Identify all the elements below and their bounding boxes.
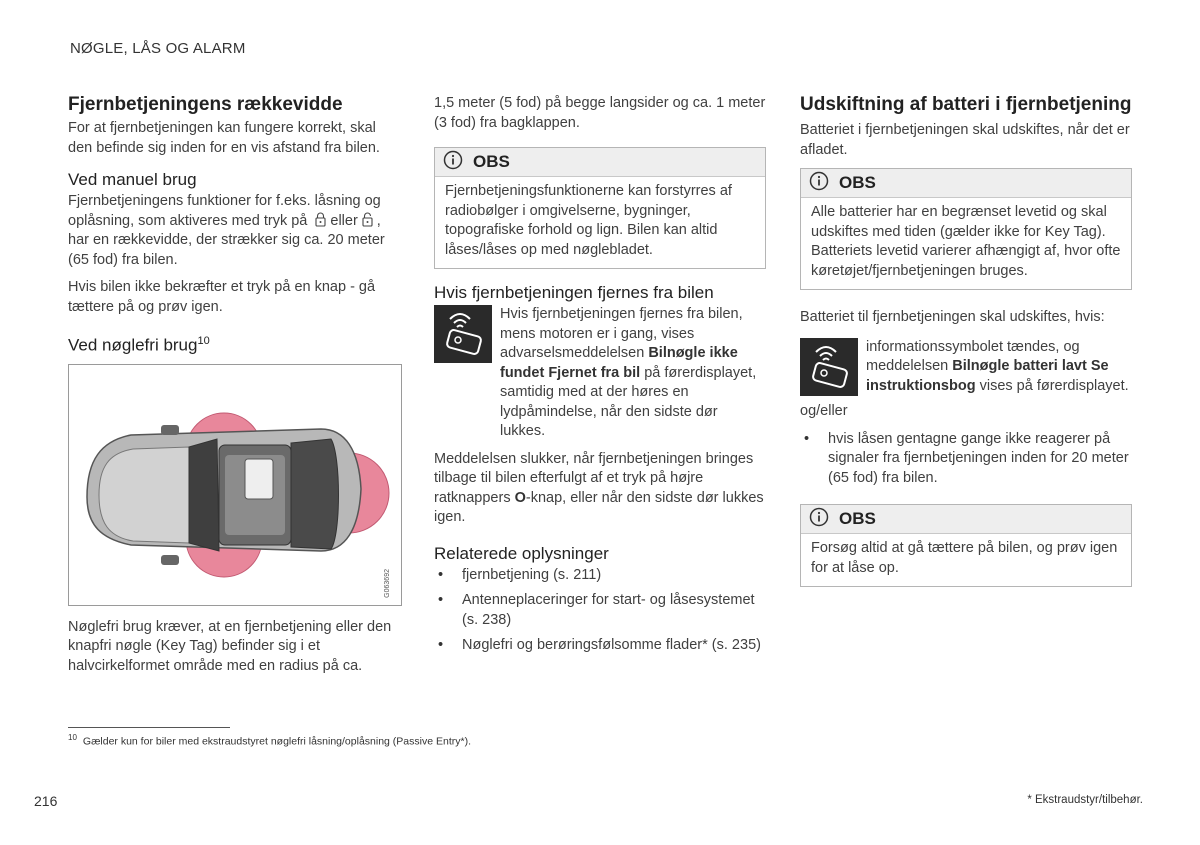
section-title-battery: Udskiftning af batteri i fjernbetjening (800, 94, 1132, 115)
key-fob-signal-icon (800, 338, 858, 396)
manual-use-retry-text: Hvis bilen ikke bekræfter et tryk på en knap - gå tættere på og prøv igen. (68, 279, 376, 315)
key-fob-signal-icon (434, 305, 492, 363)
obs-box-move-closer (800, 504, 1132, 587)
obs-box-battery-life (800, 168, 1132, 290)
car-body (87, 425, 361, 565)
range-distance-text: 1,5 meter (5 fod) på begge langsider og ca. 1 meter (3 fod) fra bagklappen. (434, 95, 766, 131)
remote-removed-text: Hvis fjernbetjeningen fjernes fra bilen, mens motoren er i gang, vises advarselsmeddelelsen Bilnøgle ikke fundet Fjernet fra bil på førerdisplayet, samtidig med at der høres en lydpåmindelse, når den sidste dør lukkes. (500, 306, 757, 439)
range-intro: For at fjernbetjeningen kan fungere korrekt, skal den befinde sig inden for en vis afstand fra bilen. (68, 120, 380, 156)
column-1 (68, 94, 400, 684)
battery-low-message-text: informationssymbolet tændes, og meddelelsen Bilnøgle batteri lavt Se instruktionsbog vises på førerdisplayet. (866, 338, 1129, 394)
footnote-divider (68, 727, 230, 728)
keyless-use-text: Nøglefri brug kræver, at en fjernbetjening eller den knapfri nøgle (Key Tag) befinder sig i et halvcirkelformet område med en radius på ca. (68, 618, 392, 674)
obs-header (801, 169, 1131, 198)
heading-related-info: Relaterede oplysninger (434, 543, 609, 563)
figure-code: G063692 (384, 568, 391, 598)
keyless-range-figure (68, 364, 402, 606)
obs-text: Fjernbetjeningsfunktionerne kan forstyrres af radiobølger i omgivelserne, bygninger, topografiske forhold og lign. Bilen kan altid låses/låses op med nøglebladet. (445, 183, 732, 258)
lock-open-icon (362, 212, 373, 227)
battery-intro: Batteriet i fjernbetjeningen skal udskiftes, når det er afladet. (800, 122, 1130, 158)
replace-when-text: Batteriet til fjernbetjeningen skal udskiftes, hvis: (800, 309, 1105, 325)
info-circle-icon (809, 507, 829, 532)
obs-header (435, 148, 765, 177)
related-link[interactable]: • Nøglefri og berøringsfølsomme flader* (s. 235) (434, 636, 766, 656)
obs-title: OBS (473, 152, 510, 171)
heading-keyless-use: Ved nøglefri brug$^{10}$ (68, 335, 210, 355)
manual-use-text: Fjernbetjeningens funktioner for f.eks. låsning og oplåsning, som aktiveres med tryk på eller , har en rækkevidde, der strækker sig ca. 20 meter (65 fod) fra bilen. (68, 193, 385, 268)
footnote: $^{10}$ Gælder kun for biler med ekstraudstyret nøglefri låsning/oplåsning (Passive Entry*). (68, 733, 471, 748)
heading-remote-removed: Hvis fjernbetjeningen fjernes fra bilen (434, 283, 714, 302)
obs-header (801, 505, 1131, 534)
list-item: • hvis låsen gentagne gange ikke reagerer på signaler fra fjernbetjeningen inden for 20 meter (65 fod) fra bilen. (800, 430, 1132, 489)
column-3 (800, 94, 1132, 601)
obs-box-interference (434, 147, 766, 269)
info-circle-icon (443, 150, 463, 175)
obs-text: Alle batterier har en begrænset levetid og skal udskiftes med tiden (gælder ikke for Key Tag). Batteriets levetid varierer afhængigt af, hvor ofte køretøjet/fjernbetjeningen bruges. (811, 204, 1121, 279)
column-2 (434, 94, 766, 662)
message-off-text: Meddelelsen slukker, når fjernbetjeningen bringes tilbage til bilen efterfulgt af et tryk på højre ratknappers O-knap, eller når den sidste dør lukkes igen. (434, 450, 764, 525)
obs-title: OBS (839, 173, 876, 192)
obs-title: OBS (839, 509, 876, 528)
page-number: 216 (34, 793, 58, 809)
and-or-text: og/eller (800, 403, 848, 419)
car-top-view-illustration (69, 365, 401, 605)
related-list (434, 566, 766, 656)
page-header: NØGLE, LÅS OG ALARM (70, 40, 246, 57)
related-link[interactable]: • fjernbetjening (s. 211) (434, 566, 766, 586)
section-title-range: Fjernbetjeningens rækkevidde (68, 94, 343, 115)
heading-manual-use: Ved manuel brug (68, 170, 197, 189)
related-link[interactable]: • Antenneplaceringer for start- og låsesystemet (s. 238) (434, 591, 766, 630)
accessory-note: * Ekstraudstyr/tilbehør. (1027, 794, 1143, 806)
lock-closed-icon (315, 212, 326, 227)
info-circle-icon (809, 171, 829, 196)
footnote-ref: 10 (197, 335, 210, 347)
battery-condition-list (800, 430, 1132, 489)
obs-text: Forsøg altid at gå tættere på bilen, og prøv igen for at låse op. (811, 540, 1118, 576)
